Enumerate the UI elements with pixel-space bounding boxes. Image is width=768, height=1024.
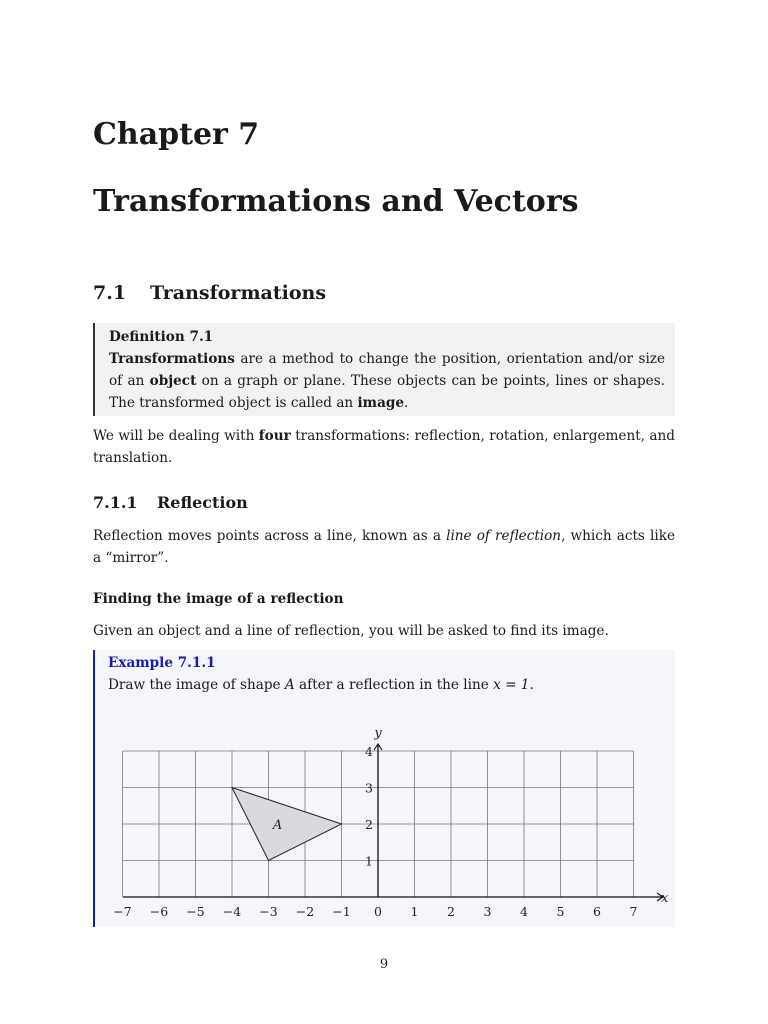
definition-text-1: are a method to change the position, orientation and/or size of an bbox=[109, 351, 665, 389]
x-tick-label: 2 bbox=[447, 904, 455, 919]
reflection-italic: line of reflection bbox=[446, 528, 562, 544]
subsection-title: Reflection bbox=[157, 493, 248, 512]
example-equation: x = 1 bbox=[493, 677, 530, 693]
x-tick-label: −7 bbox=[113, 904, 132, 919]
x-tick-label: −1 bbox=[332, 904, 351, 919]
x-tick-label: −3 bbox=[259, 904, 278, 919]
x-tick-label: 1 bbox=[410, 904, 419, 919]
shape-a-label: A bbox=[272, 818, 283, 833]
intro-bold: four bbox=[258, 428, 291, 444]
y-tick-label: 1 bbox=[365, 853, 373, 869]
x-tick-label: 6 bbox=[593, 904, 601, 919]
reflection-paragraph bbox=[93, 525, 675, 569]
definition-box bbox=[93, 323, 675, 416]
subsection-number: 7.1.1 bbox=[93, 493, 138, 512]
x-tick-label: 7 bbox=[629, 904, 638, 919]
x-tick-label: −2 bbox=[295, 904, 315, 919]
definition-title: Definition 7.1 bbox=[109, 329, 214, 345]
y-axis-label: y bbox=[374, 726, 382, 741]
section-heading bbox=[93, 280, 326, 306]
definition-text-3: . bbox=[404, 395, 409, 411]
example-box bbox=[93, 650, 675, 927]
intro-before: We will be dealing with bbox=[93, 428, 259, 444]
y-tick-label: 2 bbox=[365, 817, 373, 832]
x-tick-label: 4 bbox=[520, 904, 528, 919]
y-tick-label: 4 bbox=[365, 744, 373, 759]
example-text-before: Draw the image of shape bbox=[108, 677, 285, 693]
finding-heading: Finding the image of a reflection bbox=[93, 591, 344, 607]
page-number: 9 bbox=[379, 957, 389, 972]
coordinate-grid bbox=[95, 722, 675, 927]
x-tick-label: 0 bbox=[374, 904, 382, 919]
x-tick-label: −5 bbox=[186, 904, 205, 919]
reflection-before: Reflection moves points across a line, known as a bbox=[93, 528, 447, 544]
x-tick-label: −4 bbox=[222, 904, 242, 919]
x-axis-label: x bbox=[661, 891, 669, 906]
y-tick-labels bbox=[365, 744, 373, 869]
finding-paragraph: Given an object and a line of reflection, you will be asked to find its image. bbox=[93, 623, 609, 639]
reflection-after: , which acts like a “mirror”. bbox=[93, 528, 676, 566]
y-tick-label: 3 bbox=[365, 780, 373, 796]
section-title: Transformations bbox=[150, 282, 327, 304]
definition-term-image: image bbox=[357, 395, 405, 411]
example-text-middle: after a reflection in the line bbox=[294, 677, 494, 693]
subsection-heading bbox=[93, 491, 248, 515]
intro-paragraph bbox=[93, 425, 675, 469]
x-tick-labels bbox=[113, 904, 637, 919]
definition-text-2: on a graph or plane. These objects can be points, lines or shapes. The transformed object is called an bbox=[109, 373, 666, 411]
example-text-after: . bbox=[529, 677, 534, 693]
definition-text bbox=[109, 348, 665, 414]
example-text bbox=[108, 674, 665, 696]
example-title: Example 7.1.1 bbox=[108, 655, 216, 671]
definition-term-transformations: Transformations bbox=[109, 351, 235, 367]
chapter-label: Chapter 7 bbox=[93, 117, 260, 152]
intro-after: transformations: reflection, rotation, enlargement, and translation. bbox=[93, 428, 675, 466]
x-tick-label: −6 bbox=[149, 904, 169, 919]
chapter-title: Transformations and Vectors bbox=[93, 184, 579, 219]
x-tick-label: 3 bbox=[483, 904, 492, 919]
section-number: 7.1 bbox=[93, 282, 127, 304]
example-shape-name: A bbox=[284, 677, 295, 693]
x-tick-label: 5 bbox=[556, 904, 565, 919]
definition-term-object: object bbox=[149, 373, 197, 389]
